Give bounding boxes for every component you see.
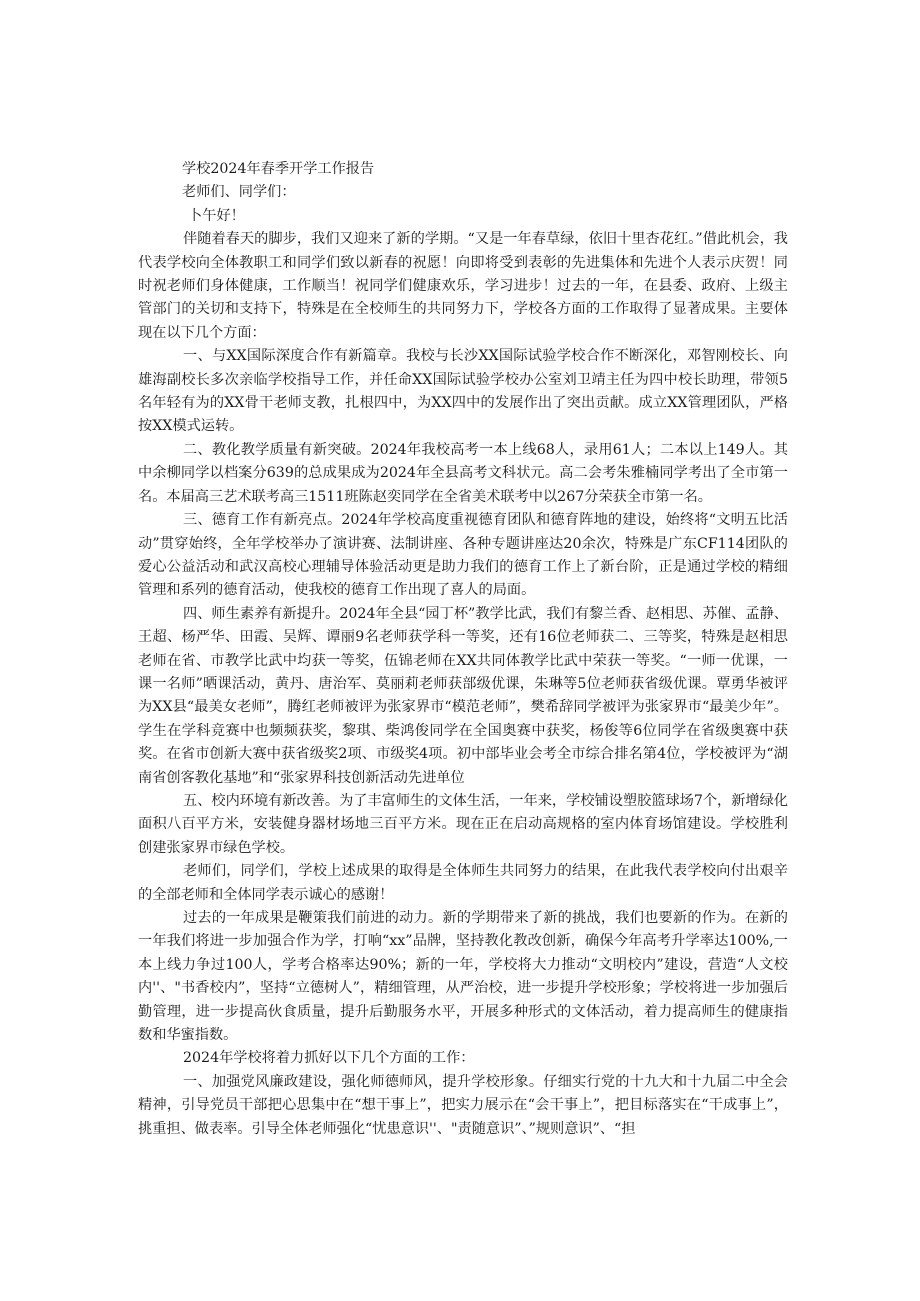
salutation: 老师们、同学们： (182, 184, 296, 201)
paragraph-party-building: 一、加强党风廉政建设，强化师德师风，提升学校形象。仔细实行党的十九大和十九届二中全会精神，引导党员干部把心思集中在“想干事上”，把实力展示在“会干事上”，把目标落实在“干成事上”，挑重担、做表率。引导全体老师强化“忧患意识''、"责随意识”、”规则意识”、“担 (138, 1073, 788, 1137)
document-title: 学校2024年春季开学工作报告 (182, 161, 375, 177)
greeting: 卜午好！ (188, 207, 245, 224)
paragraph-teaching-quality: 二、教化教学质量有新突破。2024年我校高考一本上线68人，录用61人；二本以上149人。其中余柳同学以档案分639的总成果成为2024年全县高考文科状元。高二会考朱雅楠同学考出了全市第一名。本届高三艺术联考高三1511班陈赵奕同学在全省美术联考中以267分荣获全市第一名。 (138, 441, 788, 505)
paragraph-environment: 五、校内环境有新改善。为了丰富师生的文体生活，一年来，学校铺设塑胶篮球场7个，新增绿化面积八百平方米，安装健身器材场地三百平方米。现在正在启动高规格的室内体育场馆建设。学校胜利创建张家界市绿色学校。 (138, 792, 788, 856)
paragraph-moral-education: 三、德育工作有新亮点。2024年学校高度重视德育团队和德育阵地的建设，始终将“文明五比活动”贯穿始终，全年学校举办了演讲赛、法制讲座、各种专题讲座达20余次，特殊是广东CF114团队的爱心公益活动和武汉高校心理辅导体验活动更是助力我们的德育工作上了新台阶，正是通过学校的精细管理和系列的德育活动，使我校的德育工作出现了喜人的局面。 (138, 512, 788, 599)
paragraph-cooperation: 一、与XX国际深度合作有新篇章。我校与长沙XX国际试验学校合作不断深化，邓智刚校长、向雄海副校长多次亲临学校指导工作，并任命XX国际试验学校办公室刘卫靖主任为四中校长助理，带领5名年轻有为的XX骨干老师支教，扎根四中，为XX四中的发展作出了突出贡献。成立XX管理团队，严格按XX模式运转。 (138, 348, 788, 435)
paragraph-literacy: 四、师生素养有新提升。2024年全县“园丁杯”教学比武，我们有黎兰香、赵相思、苏催、孟静、王超、杨严华、田霞、吴辉、谭丽9名老师获学科一等奖，还有16位老师获二、三等奖，特殊是赵相思老师在省、市教学比武中均获一等奖，伍锦老师在XX共同体教学比武中荣获一等奖。“一师一优课，一课一名师”晒课活动，黄丹、唐治军、莫丽莉老师获部级优课，朱琳等5位老师获省级优课。覃勇华被评为XX县“最美女老师”，腾红老师被评为张家界市“模范老师”，樊希辞同学被评为张家界市“最美少年”。学生在学科竞赛中也频频获奖，黎琪、柴鸿俊同学在全国奥赛中获奖，杨俊等6位同学在省级奥赛中获奖。在省市创新大赛中获省级奖2项、市级奖4项。初中部毕业会考全市综合排名第4位，学校被评为“湖南省创客教化基地”和“张家界科技创新活动先进单位 (138, 605, 788, 786)
document-body (138, 158, 788, 1141)
paragraph-thanks: 老师们，同学们，学校上述成果的取得是全体师生共同努力的结果，在此我代表学校向付出艰辛的全部老师和全体同学表示诚心的感谢！ (138, 863, 788, 903)
paragraph-new-semester: 过去的一年成果是鞭策我们前进的动力。新的学期带来了新的挑战，我们也要新的作为。在新的一年我们将进一步加强合作为学，打响“xx”品牌，坚持教化教改创新，确保今年高考升学率达100%,一本上线力争过100人，学考合格率达90%；新的一年，学校将大力推动“文明校内”建设，营造“人文校内''、"书香校内”，坚持“立德树人”，精细管理，从严治校，进一步提升学校形象；学校将进一步加强后勤管理，进一步提高伙食质量，提升后勤服务水平，开展多种形式的文体活动，着力提高师生的健康指数和华蜜指数。 (138, 910, 788, 1044)
paragraph-intro: 伴随着春天的脚步，我们又迎来了新的学期。“又是一年春草绿，依旧十里杏花红。”借此机会，我代表学校向全体教职工和同学们致以新春的祝愿！向即将受到表彰的先进集体和先进个人表示庆贺！同时祝老师们身体健康，工作顺当！祝同学们健康欢乐，学习进步！过去的一年，在县委、政府、上级主管部门的关切和支持下，特殊是在全校师生的共同努力下，学校各方面的工作取得了显著成果。主要体现在以下几个方面： (138, 231, 788, 341)
paragraph-work-heading: 2024年学校将着力抓好以下几个方面的工作： (183, 1050, 475, 1067)
